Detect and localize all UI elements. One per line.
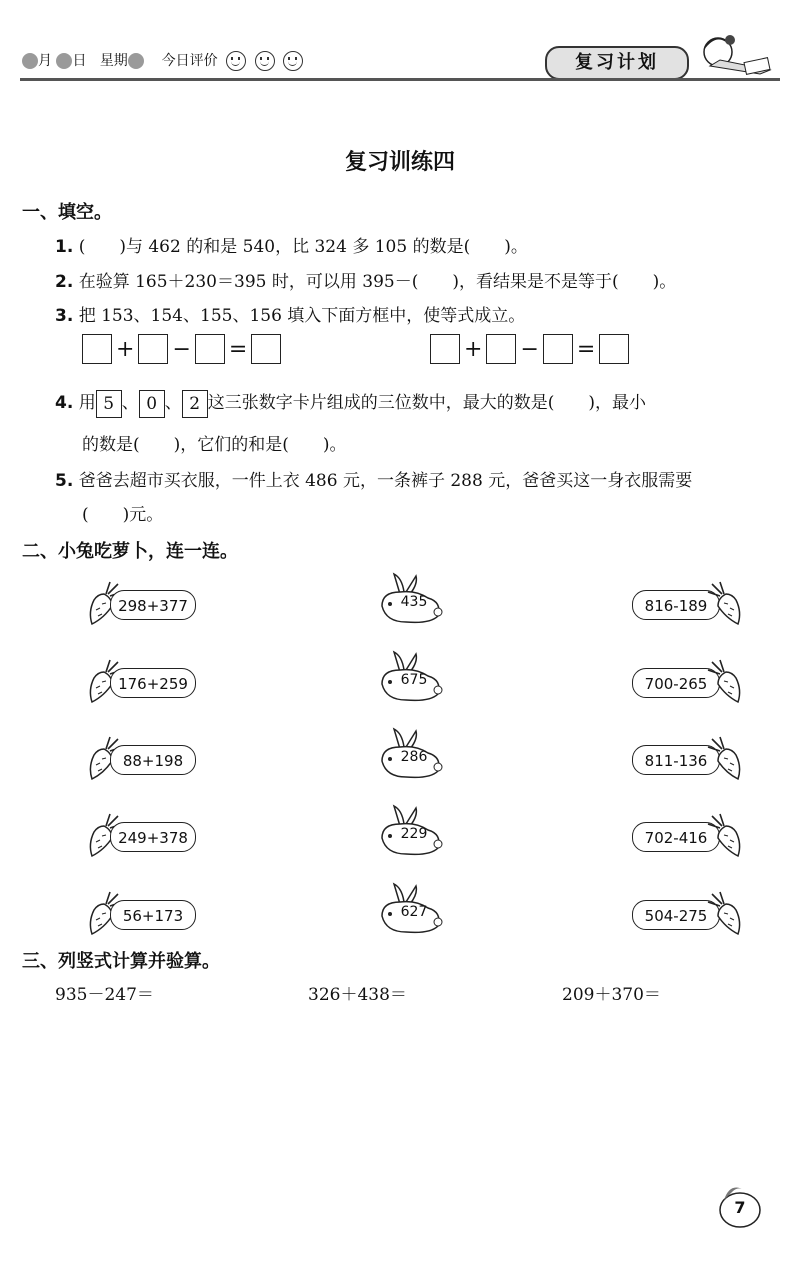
carrot-expression-right: 504-275 — [632, 900, 720, 930]
rabbit-icon — [372, 650, 447, 705]
carrot-expression-right: 700-265 — [632, 668, 720, 698]
section-matching: 二、小兔吃萝卜，连一连。 — [22, 541, 238, 562]
question-5-line2: ( )元。 — [82, 505, 164, 525]
carrot-icon — [704, 656, 744, 706]
page-title: 复习训练四 — [344, 150, 455, 175]
section-fill-blanks: 一、填空。 — [22, 202, 112, 223]
carrot-icon — [704, 733, 744, 783]
rabbit-icon — [372, 572, 447, 627]
rabbit-number: 435 — [400, 594, 428, 610]
rabbit-number: 627 — [400, 904, 428, 920]
day-label: 日 — [72, 53, 87, 69]
separator: 、 — [164, 393, 182, 413]
separator: 、 — [121, 393, 139, 413]
question-number: 2. — [55, 272, 74, 292]
carrot-icon — [704, 810, 744, 860]
section-vertical-calc: 三、列竖式计算并验算。 — [22, 951, 220, 972]
carrot-expression-right: 811-136 — [632, 745, 720, 775]
plus-sign: + — [464, 336, 483, 362]
calc-problem-2: 326＋438＝ — [308, 985, 407, 1005]
rabbit-icon — [372, 804, 447, 859]
question-number: 3. — [55, 306, 74, 326]
digit-card: 2 — [182, 390, 208, 418]
minus-sign: − — [172, 336, 191, 362]
carrot-expression-left: 176+259 — [110, 668, 196, 698]
carrot-expression-left: 298+377 — [110, 590, 196, 620]
question-text-pre: 用 — [78, 393, 96, 413]
question-text: 在验算 165＋230＝395 时，可以用 395－( )，看结果是不是等于( )。 — [78, 272, 677, 292]
question-number: 4. — [55, 393, 74, 413]
carrot-expression-left: 88+198 — [110, 745, 196, 775]
carrot-expression-right: 702-416 — [632, 822, 720, 852]
question-number: 1. — [55, 237, 74, 257]
question-text: 把 153、154、155、156 填入下面方框中，使等式成立。 — [78, 306, 526, 326]
rabbit-number: 286 — [400, 749, 428, 765]
question-text: 爸爸去超市买衣服，一件上衣 486 元，一条裤子 288 元，爸爸买这一身衣服需要 — [78, 471, 693, 491]
question-text: ( )与 462 的和是 540，比 324 多 105 的数是( )。 — [78, 237, 528, 257]
plus-sign: + — [116, 336, 135, 362]
question-4-line2: 的数是( )，它们的和是( )。 — [82, 435, 347, 455]
rabbit-icon — [372, 882, 447, 937]
question-number: 5. — [55, 471, 74, 491]
month-label: 月 — [38, 53, 52, 69]
rabbit-icon — [372, 727, 447, 782]
calc-problem-1: 935－247＝ — [55, 985, 154, 1005]
carrot-expression-left: 56+173 — [110, 900, 196, 930]
rabbit-number: 229 — [400, 826, 428, 842]
carrot-expression-left: 249+378 — [110, 822, 196, 852]
equals-sign: = — [576, 336, 596, 362]
digit-card: 5 — [96, 390, 122, 418]
carrot-icon — [704, 888, 744, 938]
rabbit-number: 675 — [400, 672, 428, 688]
carrot-icon — [704, 578, 744, 628]
question-text-post: 这三张数字卡片组成的三位数中，最大的数是( )，最小 — [207, 393, 646, 413]
equals-sign: = — [228, 336, 248, 362]
digit-card: 0 — [139, 390, 165, 418]
rating-label: 今日评价 — [161, 53, 218, 69]
review-plan-badge: 复习计划 — [545, 46, 689, 80]
carrot-expression-right: 816-189 — [632, 590, 720, 620]
weekday-label: 星期 — [99, 53, 128, 69]
page-number: 7 — [734, 1198, 746, 1217]
minus-sign: − — [520, 336, 539, 362]
calc-problem-3: 209＋370＝ — [562, 985, 661, 1005]
